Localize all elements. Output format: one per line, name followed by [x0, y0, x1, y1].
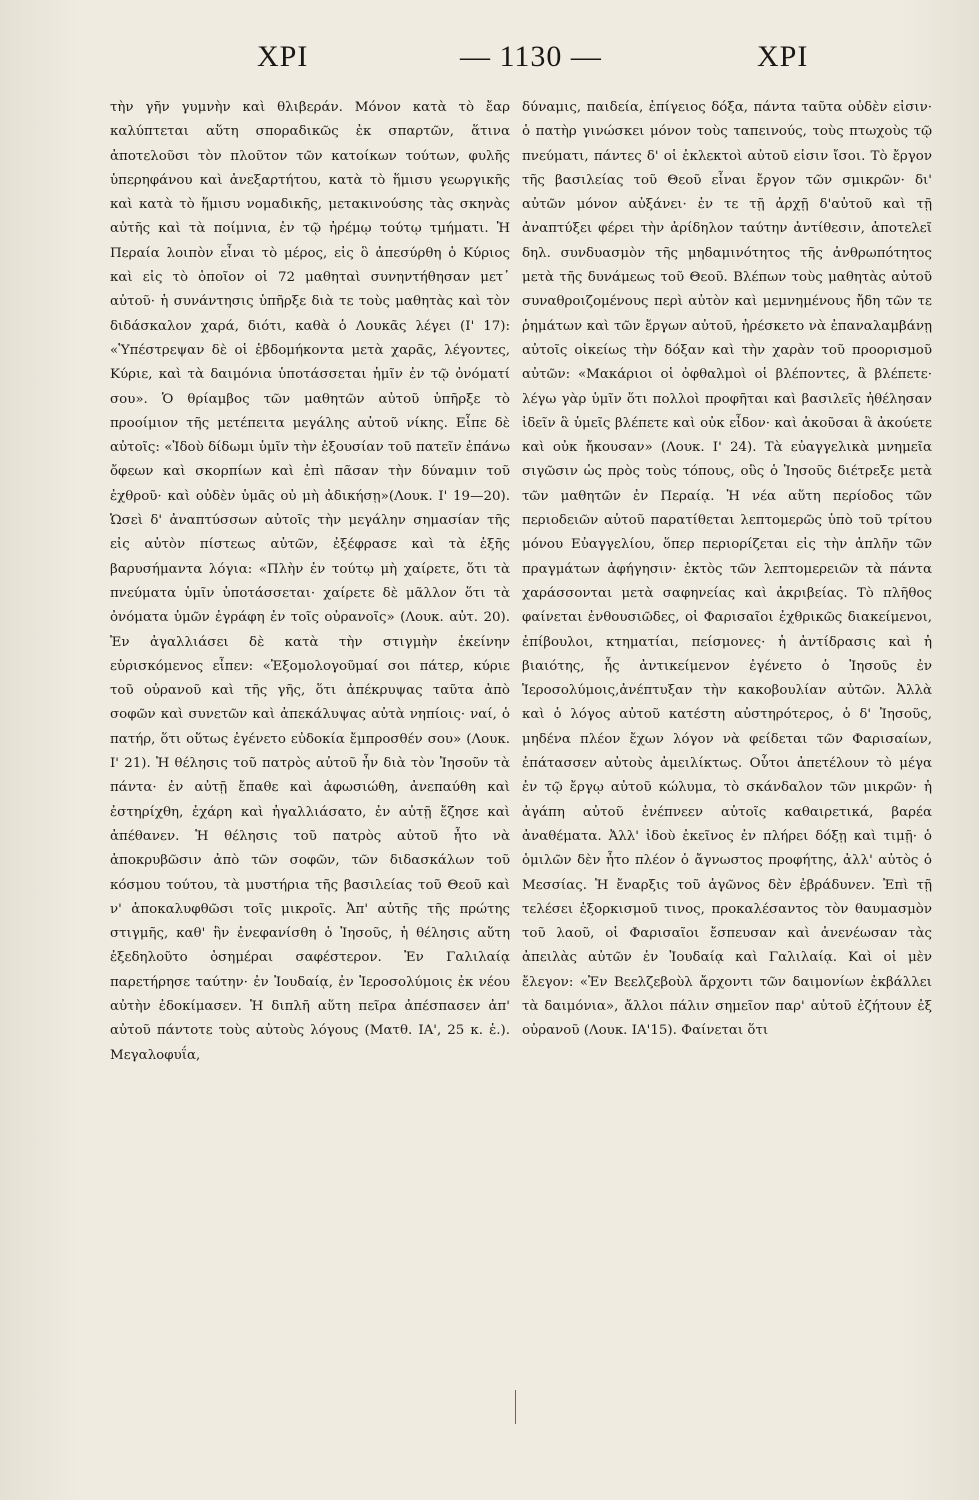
text-column-left: τὴν γῆν γυμνὴν καὶ θλιβεράν. Μόνον κατὰ τὸ ἔαρ καλύπτεται αὕτη σποραδικῶς ἐκ σπαρτῶν, ἅτινα ἀποτελοῦσι τὸν πλοῦτον τῶν κατοίκων τούτων, φυλῆς ὑπερηφάνου καὶ ἀνεξαρτήτου, κατὰ τὸ ἥμισυ γεωργικῆς καὶ κατὰ τὸ ἥμισυ νομαδικῆς, μετακινούσης τὰς σκηνὰς αὐτῆς καὶ τὰ ποίμνια, ἐν τῷ ἠρέμῳ τούτῳ τμήματι. Ἡ Περαία λοιπὸν εἶναι τὸ μέρος, εἰς ὃ ἀπεσύρθη ὁ Κύριος καὶ εἰς τὸ ὁποῖον οἱ 72 μαθηταὶ συνηντήθησαν μετ᾽ αὐτοῦ· ἡ συνάντησις ὑπῆρξε διὰ τε τοὺς μαθητὰς καὶ τὸν διδάσκαλον χαρά, διότι, καθὰ ὁ Λουκᾶς λέγει (Ι' 17): «Ὑπέστρεψαν δὲ οἱ ἑβδομήκοντα μετὰ χαρᾶς, λέγοντες, Κύριε, καὶ τὰ δαιμόνια ὑποτάσσεται ἡμῖν ἐν τῷ ὀνόματί σου». Ὁ θρίαμβος τῶν μαθητῶν αὐτοῦ ὑπῆρξε τὸ προοίμιον τῆς μετέπειτα μεγάλης αὐτοῦ νίκης. Εἶπε δὲ αὐτοῖς: «Ἰδοὺ δίδωμι ὑμῖν τὴν ἐξουσίαν τοῦ πατεῖν ἐπάνω ὄφεων καὶ σκορπίων καὶ ἐπὶ πᾶσαν τὴν δύναμιν τοῦ ἐχθροῦ· καὶ οὐδὲν ὑμᾶς οὐ μὴ ἀδικήσῃ»(Λουκ. Ι' 19—20). Ὡσεὶ δ' ἀναπτύσσων αὐτοῖς τὴν μεγάλην σημασίαν τῆς εἰς αὐτὸν πίστεως αὐτῶν, ἐξέφρασε καὶ τὰ ἑξῆς βαρυσήμαντα λόγια: «Πλὴν ἐν τούτῳ μὴ χαίρετε, ὅτι τὰ πνεύματα ὑμῖν ὑποτάσσεται· χαίρετε δὲ μᾶλλον ὅτι τὰ ὀνόματα ὑμῶν ἐγράφη ἐν τοῖς οὐρανοῖς» (Λουκ. αὐτ. 20). Ἐν ἀγαλλιάσει δὲ κατὰ τὴν στιγμὴν ἐκείνην εὑρισκόμενος εἶπεν: «Ἐξομολογοῦμαί σοι πάτερ, κύριε τοῦ οὐρανοῦ καὶ τῆς γῆς, ὅτι ἀπέκρυψας ταῦτα ἀπὸ σοφῶν καὶ συνετῶν καὶ ἀπεκάλυψας αὐτὰ νηπίοις· ναί, ὁ πατήρ, ὅτι οὕτως ἐγένετο εὐδοκία ἔμπροσθέν σου» (Λουκ. Ι' 21). Ἡ θέλησις τοῦ πατρὸς αὐτοῦ ἦν διὰ τὸν Ἰησοῦν τὰ πάντα· ἐν αὐτῇ ἔπαθε καὶ ἀφωσιώθη, ἀνεπαύθη καὶ ἐστηρίχθη, ἐχάρη καὶ ἠγαλλιάσατο, ἐν αὐτῇ ἔζησε καὶ ἀπέθανεν. Ἡ θέλησις τοῦ πατρὸς αὐτοῦ ἦτο νὰ ἀποκρυβῶσιν ἀπὸ τῶν σοφῶν, τῶν διδασκάλων τοῦ κόσμου τούτου, τὰ μυστήρια τῆς βασιλείας τοῦ Θεοῦ καὶ ν' ἀποκαλυφθῶσι τοῖς μικροῖς. Ἀπ' αὐτῆς τῆς πρώτης στιγμῆς, καθ' ἣν ἐνεφανίσθη ὁ Ἰησοῦς, ἡ θέλησις αὕτη ἐξεδηλοῦτο ὁσημέραι σαφέστερον. Ἐν Γαλιλαίᾳ παρετήρησε ταύτην· ἐν Ἰουδαίᾳ, ἐν Ἱεροσολύμοις ἐκ νέου αὐτὴν ἐδοκίμασεν. Ἡ διπλῆ αὕτη πεῖρα ἀπέσπασεν ἀπ' αὐτοῦ πάντοτε τοὺς αὐτοὺς λόγους (Ματθ. ΙΑ', 25 κ. ἑ.). Μεγαλοφυΐα, [110, 100, 510, 1063]
text-column-right: δύναμις, παιδεία, ἐπίγειος δόξα, πάντα ταῦτα οὐδὲν εἰσιν· ὁ πατὴρ γινώσκει μόνον τοὺς ταπεινούς, τοὺς πτωχοὺς τῷ πνεύματι, πάντες δ' οἱ ἐκλεκτοὶ αὐτοῦ εἰσιν ἴσοι. Τὸ ἔργον τῆς βασιλείας τοῦ Θεοῦ εἶναι ἔργον τῶν σμικρῶν· δι' αὐτῶν μόνον αὐξάνει· ἐν τε τῇ ἀρχῇ δ'αὐτοῦ καὶ τῇ ἀναπτύξει φέρει τὴν ἀρίδηλον ταύτην ἀντίθεσιν, ἀποτελεῖ δηλ. συνδυασμὸν τῆς μηδαμινότητος τῆς ἀνθρωπότητος μετὰ τῆς δυνάμεως τοῦ Θεοῦ. Βλέπων τοὺς μαθητὰς αὐτοῦ συναθροιζομένους περὶ αὐτὸν καὶ μεμνημένους ἤδη τῶν τε ῥημάτων καὶ τῶν ἔργων αὐτοῦ, ἠρέσκετο νὰ ἐπαναλαμβάνῃ αὐτοῖς οἰκείως τὴν δόξαν καὶ τὴν χαρὰν τοῦ προορισμοῦ αὐτῶν: «Μακάριοι οἱ ὀφθαλμοὶ οἱ βλέποντες, ἃ βλέπετε· λέγω γὰρ ὑμῖν ὅτι πολλοὶ προφῆται καὶ βασιλεῖς ἠθέλησαν ἰδεῖν ἃ ὑμεῖς βλέπετε καὶ οὐκ εἶδον· καὶ ἀκοῦσαι ἃ ἀκούετε καὶ οὐκ ἤκουσαν» (Λουκ. Ι' 24). Τὰ εὐαγγελικὰ μνημεῖα σιγῶσιν ὡς πρὸς τοὺς τόπους, οὓς ὁ Ἰησοῦς διέτρεξε μετὰ τῶν μαθητῶν ἐν Περαίᾳ. Ἡ νέα αὕτη περίοδος τῶν περιοδειῶν αὐτοῦ παρατίθεται λεπτομερῶς ὑπὸ τοῦ τρίτου μόνου Εὐαγγελίου, ὅπερ περιορίζεται εἰς τὴν ἁπλῆν τῶν πραγμάτων ἀφήγησιν· ἐκτὸς τῶν λεπτομερειῶν τὰ πάντα χαράσσονται μετὰ σαφηνείας καὶ ἀκριβείας. Τὸ πλῆθος φαίνεται ἐνθουσιῶδες, οἱ Φαρισαῖοι ἐχθρικῶς διακείμενοι, ἐπίβουλοι, κτηματίαι, πείσμονες· ἡ ἀντίδρασις καὶ ἡ βιαιότης, ἧς ἀντικείμενον ἐγένετο ὁ Ἰησοῦς ἐν Ἱεροσολύμοις,ἀνέπτυξαν τὴν κακοβουλίαν αὐτῶν. Ἀλλὰ καὶ ὁ λόγος αὐτοῦ κατέστη αὐστηρότερος, ὁ δ' Ἰησοῦς, μηδένα πλέον ἔχων λόγον νὰ φείδεται τῶν Φαρισαίων, ἐπάτασσεν αὐτοὺς ἀμειλίκτως. Οὗτοι ἀπετέλουν τὸ μέγα ἐν τῷ ἔργῳ αὐτοῦ κώλυμα, τὸ σκάνδαλον τῶν μικρῶν· ἡ ἀγάπη αὐτοῦ ἐνέπνεεν αὐτοῖς καθαιρετικά, βαρέα ἀναθέματα. Ἀλλ' ἰδοὺ ἐκεῖνος ἐν πλήρει δόξῃ καὶ τιμῇ· ὁ ὁμιλῶν δὲν ἦτο πλέον ὁ ἄγνωστος προφήτης, ἀλλ' αὐτὸς ὁ Μεσσίας. Ἡ ἔναρξις τοῦ ἀγῶνος δὲν ἐβράδυνεν. Ἐπὶ τῇ τελέσει ἐξορκισμοῦ τινος, προκαλέσαντος τὸν θαυμασμὸν τοῦ λαοῦ, οἱ Φαρισαῖοι ἔσπευσαν καὶ ἀνενέωσαν τὰς ἀπειλὰς αὐτῶν ἐν Ἰουδαίᾳ καὶ Γαλιλαίᾳ. Καὶ οἱ μὲν ἔλεγον: «Ἐν Βεελζεβοὺλ ἄρχοντι τῶν δαιμονίων ἐκβάλλει τὰ δαιμόνια», ἄλλοι πάλιν σημεῖον παρ' αὐτοῦ ἐζήτουν ἐξ οὐρανοῦ (Λουκ. ΙΑ'15). Φαίνεται ὅτι [522, 100, 932, 1039]
header-left-keyword: ΧΡΙ [257, 40, 309, 73]
header-right-keyword: ΧΡΙ [757, 40, 809, 73]
page-number: — 1130 — [460, 40, 602, 73]
running-header [105, 40, 875, 88]
column-divider [515, 1390, 516, 1424]
